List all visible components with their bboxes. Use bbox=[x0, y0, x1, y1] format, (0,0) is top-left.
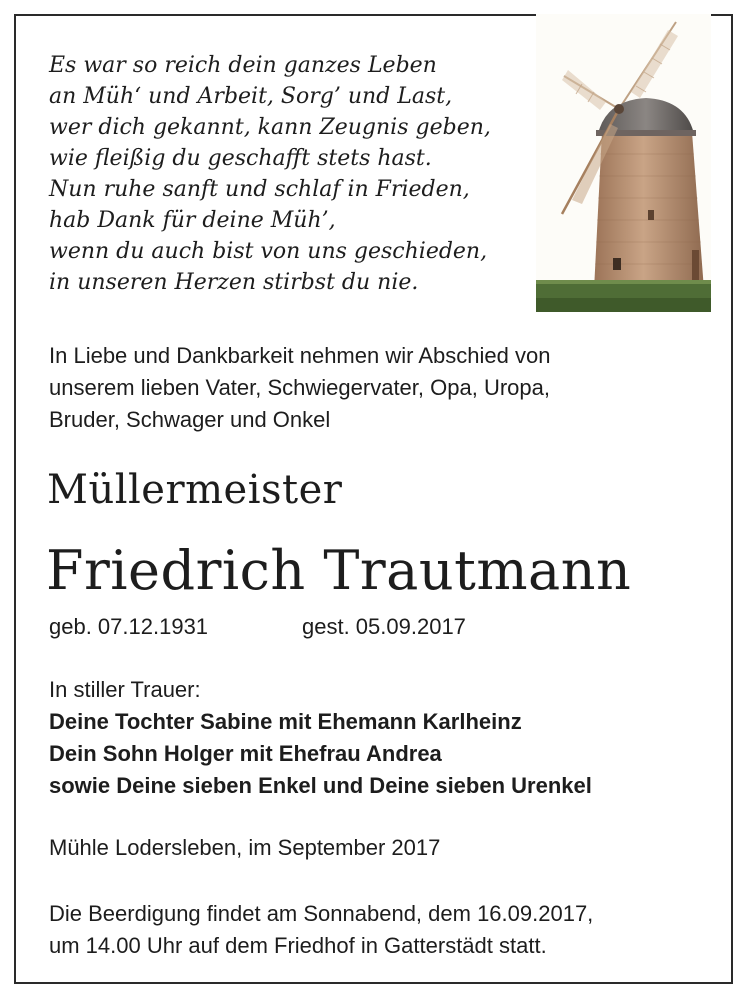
windmill-image bbox=[536, 14, 711, 312]
poem bbox=[49, 50, 491, 298]
funeral-info bbox=[49, 898, 593, 962]
mourners bbox=[49, 674, 592, 802]
place-date: Mühle Lodersleben, im September 2017 bbox=[49, 835, 441, 860]
birth-date: geb. 07.12.1931 bbox=[49, 614, 209, 639]
poem-line: wenn du auch bist von uns geschieden, bbox=[49, 239, 488, 264]
poem-line: Es war so reich dein ganzes Leben bbox=[49, 53, 437, 78]
poem-line: in unseren Herzen stirbst du nie. bbox=[49, 270, 419, 295]
funeral-line: um 14.00 Uhr auf dem Friedhof in Gatterstädt statt. bbox=[49, 933, 547, 958]
funeral-line: Die Beerdigung findet am Sonnabend, dem 16.09.2017, bbox=[49, 901, 594, 926]
mourner-line: Deine Tochter Sabine mit Ehemann Karlheinz bbox=[49, 709, 522, 734]
intro-text bbox=[49, 340, 550, 436]
poem-line: wer dich gekannt, kann Zeugnis geben, bbox=[49, 115, 491, 140]
intro-line: In Liebe und Dankbarkeit nehmen wir Abschied von bbox=[49, 343, 551, 368]
mourner-line: sowie Deine sieben Enkel und Deine sieben Urenkel bbox=[49, 773, 592, 798]
mourner-line: Dein Sohn Holger mit Ehefrau Andrea bbox=[49, 741, 442, 766]
deceased-name: Friedrich Trautmann bbox=[46, 539, 632, 602]
poem-line: an Müh‘ und Arbeit, Sorg’ und Last, bbox=[49, 84, 453, 109]
poem-line: Nun ruhe sanft und schlaf in Frieden, bbox=[49, 177, 470, 202]
poem-line: wie fleißig du geschafft stets hast. bbox=[49, 146, 432, 171]
death-date: gest. 05.09.2017 bbox=[302, 614, 466, 639]
intro-line: Bruder, Schwager und Onkel bbox=[49, 407, 331, 432]
poem-line: hab Dank für deine Müh’, bbox=[49, 208, 336, 233]
intro-line: unserem lieben Vater, Schwiegervater, Opa, Uropa, bbox=[49, 375, 550, 400]
deceased-title: Müllermeister bbox=[47, 467, 343, 513]
mourners-heading: In stiller Trauer: bbox=[49, 677, 201, 702]
life-dates bbox=[49, 612, 466, 642]
